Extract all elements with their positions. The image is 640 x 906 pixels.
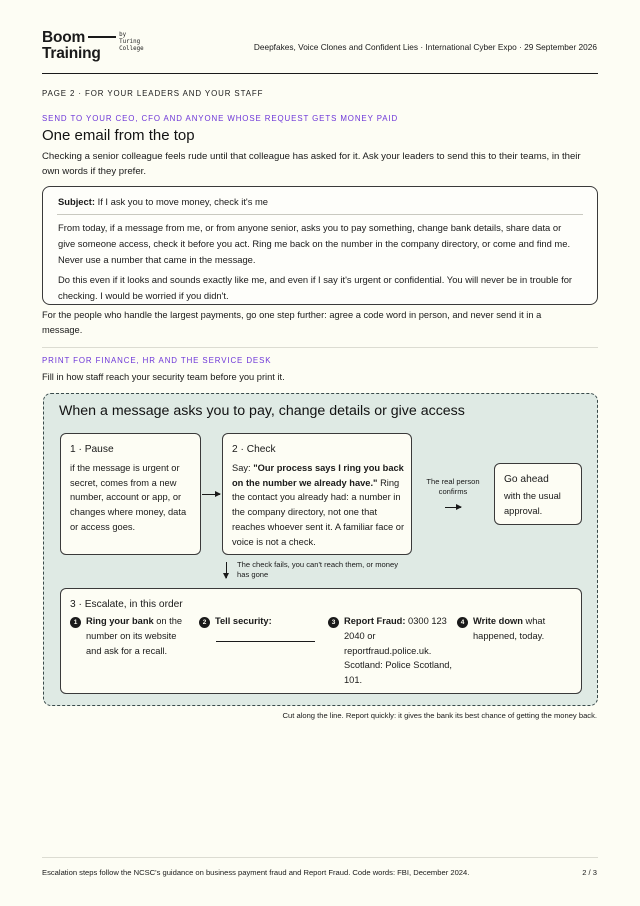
header-title: Deepfakes, Voice Clones and Confident Lies · International Cyber Expo · 29 September 2026 [253,42,597,52]
section-divider [42,347,598,348]
step-number-badge: 4 [457,617,468,628]
panel-title: When a message asks you to pay, change details or give access [59,403,465,419]
step-check-text: Say: "Our process says I ring you back on the number we already have." Ring the contact you already had: a number in the company directory, not one that reaches whoever sent it. A familiar face or voice is not a check. [232,463,405,547]
escalate-item-report-fraud: Report Fraud: 0300 123 2040 or reportfraud.police.uk. Scotland: Police Scotland, 101. [344,616,453,686]
cutout-panel [43,393,598,706]
escalate-item-write-down: Write down what happened, today. [473,616,546,641]
step-number-badge: 1 [70,617,81,628]
go-ahead-text: with the usual approval. [504,491,561,516]
step-pause-box [60,433,201,555]
arrow-down-icon [226,562,227,578]
page-number: 2 / 3 [582,868,597,877]
email-paragraph: From today, if a message from me, or from anyone senior, asks you to pay something, change bank details, share data or give someone access, check it before you act. Ring me back on the number in the company directory, or come and find me. Never use a number that came in the message. [58,222,571,265]
step-check-box [222,433,412,555]
section1-followup: For the people who handle the largest payments, go one step further: agree a code word in person, and never send it in a message. [42,310,542,335]
arrow-right-icon [202,494,220,495]
step-escalate-box [60,588,582,694]
logo-word-boom: Boom [42,30,116,46]
email-body [58,220,580,304]
security-contact-blank[interactable] [216,641,315,642]
fail-note: The check fails, you can't reach them, or money has gone [237,560,398,579]
cut-note: Cut along the line. Report quickly: it gives the bank its best chance of getting the money back. [282,711,597,720]
email-subject: Subject: If I ask you to move money, check it's me [58,196,269,207]
email-paragraph: Do this even if it looks and sounds exactly like me, and even if I say it's urgent or confidential. You will never be in trouble for checking. I would be worried if you didn't. [58,274,573,301]
confirm-note: The real person confirms [426,477,480,496]
section1-kicker: SEND TO YOUR CEO, CFO AND ANYONE WHOSE REQUEST GETS MONEY PAID [42,114,399,123]
brand-logo [42,30,144,62]
section2-intro: Fill in how staff reach your security team before you print it. [42,372,285,382]
section2-kicker: PRINT FOR FINANCE, HR AND THE SERVICE DESK [42,356,272,365]
step-number-badge: 2 [199,617,210,628]
go-ahead-heading: Go ahead [504,474,549,485]
footer-source-note: Escalation steps follow the NCSC's guidance on business payment fraud and Report Fraud. Code words: FBI, December 2024. [42,868,470,877]
step-number-badge: 3 [328,617,339,628]
escalate-item-security: Tell security: [215,616,272,626]
section1-intro: Checking a senior colleague feels rude until that colleague has asked for it. Ask your leaders to send this to their teams, in their own words if they prefer. [42,151,581,177]
section1-title: One email from the top [42,127,195,144]
step-pause-text: if the message is urgent or secret, comes from a new number, account or app, or changes where money, data or access goes. [70,463,187,532]
page-label: PAGE 2 · FOR YOUR LEADERS AND YOUR STAFF [42,89,264,98]
logo-dash [88,36,116,39]
escalate-item-bank: Ring your bank on the number on its website and ask for a recall. [86,616,183,656]
step-pause-heading: 1 · Pause [70,444,114,455]
header-divider [42,73,598,74]
go-ahead-box [494,463,582,525]
step-escalate-heading: 3 · Escalate, in this order [70,599,183,610]
arrow-right-icon [445,507,461,508]
logo-subtext: by Turing College [119,32,144,52]
email-template-card [42,186,598,305]
step-check-heading: 2 · Check [232,444,276,455]
email-divider [57,214,583,215]
logo-word-training: Training [42,45,101,62]
footer-divider [42,857,598,858]
